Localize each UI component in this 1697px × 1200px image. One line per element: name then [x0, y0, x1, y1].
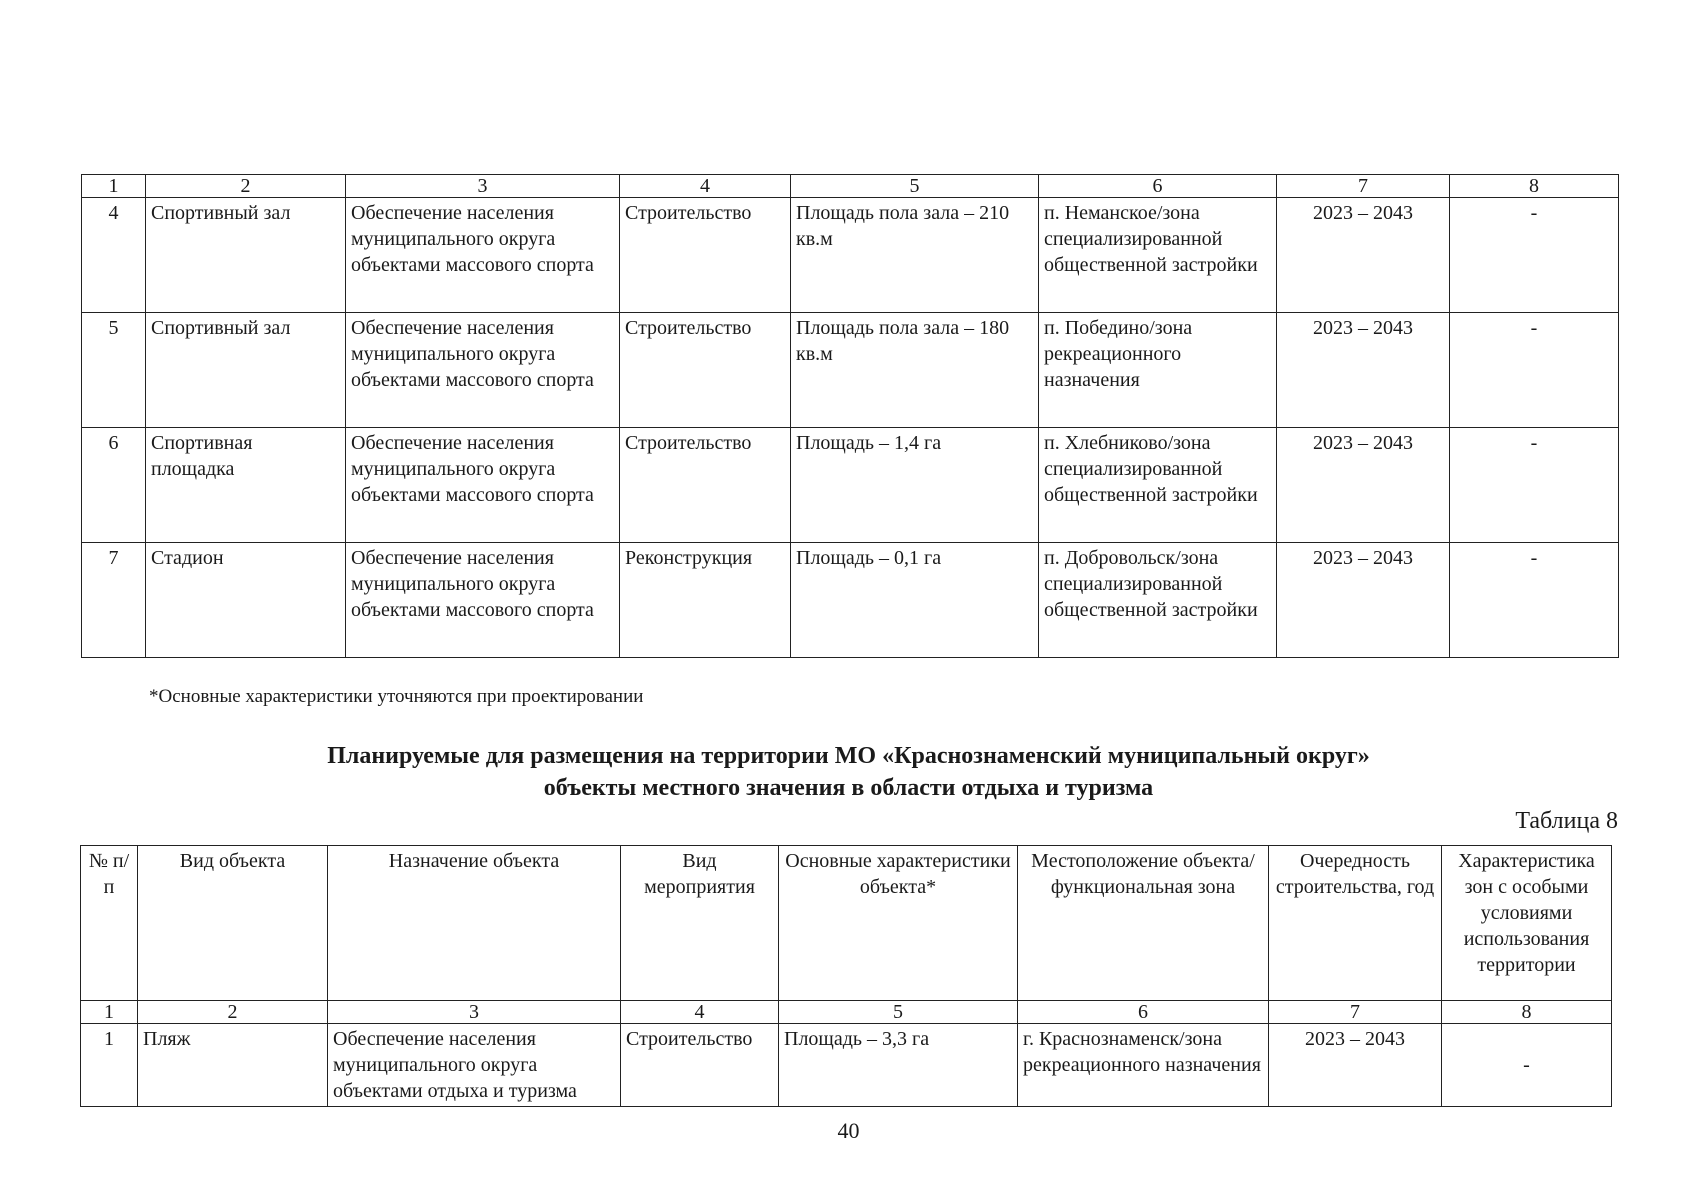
row-number: 7 [82, 543, 146, 658]
column-number: 8 [1450, 175, 1619, 198]
column-number: 2 [138, 1001, 328, 1024]
construction-period: 2023 – 2043 [1277, 313, 1450, 428]
zone-characteristics: - [1450, 198, 1619, 313]
footnote: *Основные характеристики уточняются при проектировании [149, 686, 644, 707]
zone-characteristics: - [1450, 313, 1619, 428]
column-number: 4 [621, 1001, 779, 1024]
header-row [81, 846, 1612, 1001]
column-number: 1 [81, 1001, 138, 1024]
construction-period: 2023 – 2043 [1269, 1024, 1442, 1107]
tourism-objects-table [80, 845, 1612, 1107]
object-type: Пляж [138, 1024, 328, 1107]
zone-characteristics: - [1442, 1024, 1612, 1107]
action-type: Строительство [620, 198, 791, 313]
action-type: Строительство [620, 428, 791, 543]
column-header: Назначение объекта [328, 846, 621, 1001]
action-type: Строительство [620, 313, 791, 428]
column-header: Очередность строительства, год [1269, 846, 1442, 1001]
object-location: п. Добровольск/зона специализированной общественной застройки [1039, 543, 1277, 658]
column-number: 1 [82, 175, 146, 198]
column-number: 3 [346, 175, 620, 198]
column-number: 3 [328, 1001, 621, 1024]
column-header: Основные характеристики объекта* [779, 846, 1018, 1001]
object-type: Спортивный зал [146, 313, 346, 428]
construction-period: 2023 – 2043 [1277, 198, 1450, 313]
column-header: Характеристика зон с особыми условиями использования территории [1442, 846, 1612, 1001]
column-number: 6 [1039, 175, 1277, 198]
object-characteristics: Площадь – 1,4 га [791, 428, 1039, 543]
object-purpose: Обеспечение населения муниципального округа объектами массового спорта [346, 313, 620, 428]
table-caption: Таблица 8 [1515, 808, 1618, 834]
column-number: 5 [779, 1001, 1018, 1024]
column-number: 4 [620, 175, 791, 198]
column-number: 6 [1018, 1001, 1269, 1024]
row-number: 5 [82, 313, 146, 428]
heading-line: объекты местного значения в области отдыха и туризма [543, 775, 1154, 801]
object-location: п. Хлебниково/зона специализированной общественной застройки [1039, 428, 1277, 543]
column-number: 8 [1442, 1001, 1612, 1024]
zone-characteristics: - [1450, 543, 1619, 658]
object-location: п. Победино/зона рекреационного назначения [1039, 313, 1277, 428]
column-number: 7 [1269, 1001, 1442, 1024]
object-location: п. Неманское/зона специализированной общественной застройки [1039, 198, 1277, 313]
table-row [81, 1024, 1612, 1107]
page-number: 40 [837, 1118, 860, 1143]
action-type: Строительство [621, 1024, 779, 1107]
row-number: 1 [81, 1024, 138, 1107]
table-row [82, 313, 1619, 428]
table-row [82, 428, 1619, 543]
row-number: 4 [82, 198, 146, 313]
action-type: Реконструкция [620, 543, 791, 658]
column-header: № п/п [81, 846, 138, 1001]
table-row [82, 543, 1619, 658]
row-number: 6 [82, 428, 146, 543]
heading-line: Планируемые для размещения на территории МО «Краснознаменский муниципальный округ» [327, 743, 1370, 769]
object-type: Спортивная площадка [146, 428, 346, 543]
column-header: Местоположение объекта/ функциональная зона [1018, 846, 1269, 1001]
sports-objects-table [81, 174, 1619, 658]
object-purpose: Обеспечение населения муниципального округа объектами массового спорта [346, 198, 620, 313]
column-number-row [81, 1001, 1612, 1024]
object-type: Стадион [146, 543, 346, 658]
object-location: г. Краснознаменск/зона рекреационного назначения [1018, 1024, 1269, 1107]
table-row [82, 198, 1619, 313]
object-purpose: Обеспечение населения муниципального округа объектами массового спорта [346, 543, 620, 658]
column-header: Вид мероприятия [621, 846, 779, 1001]
object-purpose: Обеспечение населения муниципального округа объектами массового спорта [346, 428, 620, 543]
zone-characteristics: - [1450, 428, 1619, 543]
column-number: 2 [146, 175, 346, 198]
column-number-row [82, 175, 1619, 198]
object-characteristics: Площадь пола зала – 180 кв.м [791, 313, 1039, 428]
construction-period: 2023 – 2043 [1277, 543, 1450, 658]
object-type: Спортивный зал [146, 198, 346, 313]
object-purpose: Обеспечение населения муниципального округа объектами отдыха и туризма [328, 1024, 621, 1107]
column-number: 5 [791, 175, 1039, 198]
construction-period: 2023 – 2043 [1277, 428, 1450, 543]
column-header: Вид объекта [138, 846, 328, 1001]
column-number: 7 [1277, 175, 1450, 198]
object-characteristics: Площадь – 3,3 га [779, 1024, 1018, 1107]
section-heading [0, 740, 1697, 804]
object-characteristics: Площадь – 0,1 га [791, 543, 1039, 658]
object-characteristics: Площадь пола зала – 210 кв.м [791, 198, 1039, 313]
